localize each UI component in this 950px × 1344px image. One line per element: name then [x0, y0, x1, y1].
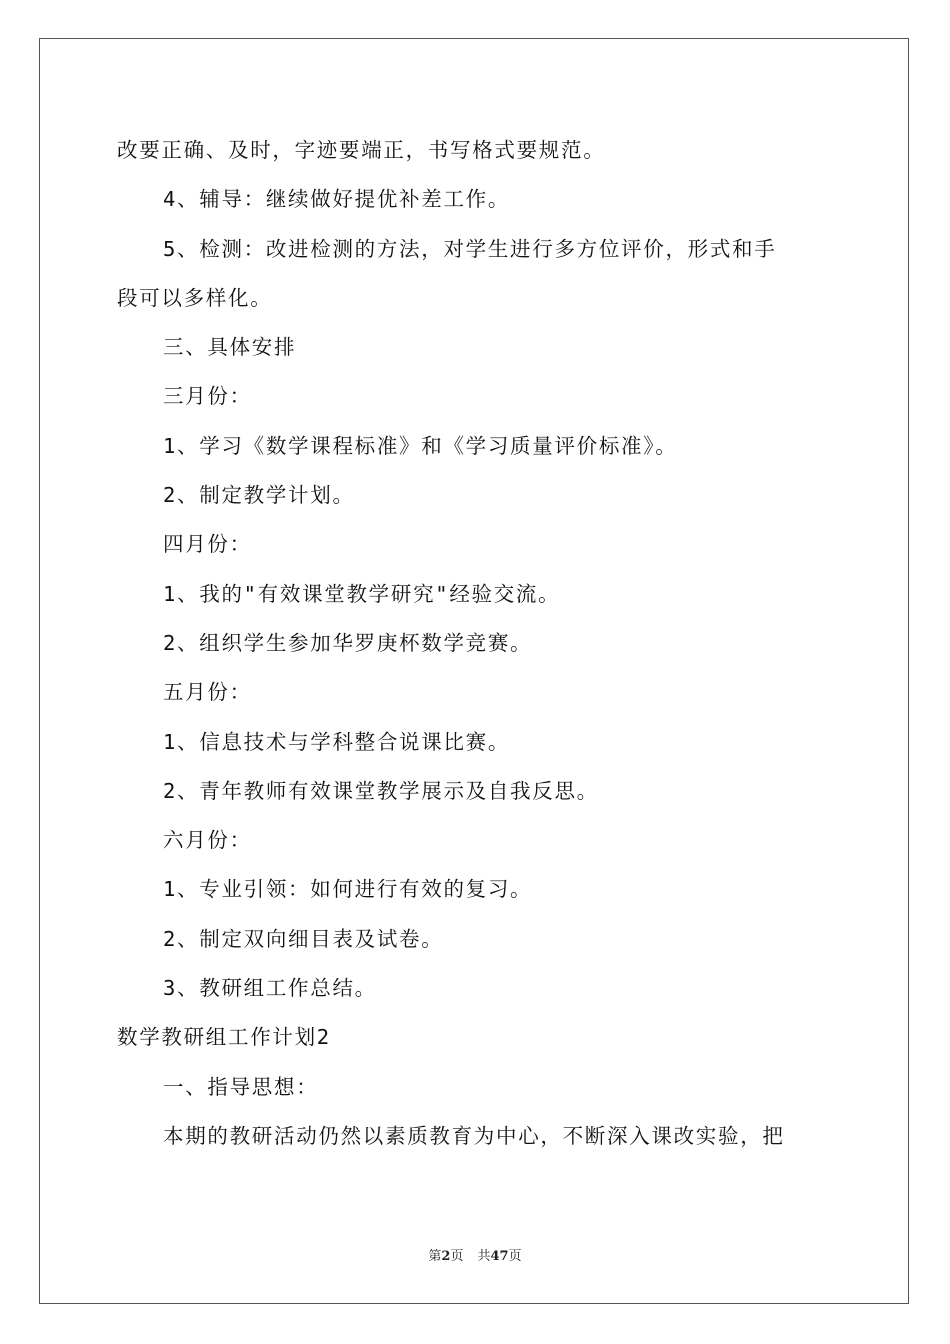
text-line: 段可以多样化。	[117, 285, 273, 310]
month-heading: 三月份：	[163, 384, 252, 409]
month-heading: 五月份：	[163, 680, 252, 705]
text-line: 2、青年教师有效课堂教学展示及自我反思。	[163, 778, 599, 803]
total-suffix: 页	[508, 1249, 522, 1264]
month-heading: 四月份：	[163, 532, 252, 557]
text-line: 3、教研组工作总结。	[163, 976, 377, 1001]
text-line: 5、检测：改进检测的方法，对学生进行多方位评价，形式和手	[163, 236, 777, 261]
page-number: 2	[441, 1249, 451, 1264]
text-line: 2、组织学生参加华罗庚杯数学竞赛。	[163, 630, 533, 655]
text-line: 2、制定双向细目表及试卷。	[163, 926, 444, 951]
document-body	[117, 126, 837, 1161]
page-prefix: 第	[428, 1249, 442, 1264]
total-prefix: 共	[477, 1249, 491, 1264]
text-line: 1、我的"有效课堂教学研究"经验交流。	[163, 581, 561, 606]
text-line: 1、学习《数学课程标准》和《学习质量评价标准》。	[163, 433, 678, 458]
text-line: 1、信息技术与学科整合说课比赛。	[163, 729, 511, 754]
document-title: 数学教研组工作计划2	[117, 1025, 331, 1050]
month-heading: 六月份：	[163, 828, 252, 853]
page-suffix: 页	[450, 1249, 464, 1264]
section-heading: 三、具体安排	[163, 335, 297, 360]
total-pages: 47	[490, 1249, 509, 1264]
section-heading: 一、指导思想：	[163, 1074, 319, 1099]
page-footer	[0, 1245, 950, 1264]
text-line: 4、辅导：继续做好提优补差工作。	[163, 187, 511, 212]
text-line: 2、制定教学计划。	[163, 483, 355, 508]
text-line: 本期的教研活动仍然以素质教育为中心，不断深入课改实验，把	[163, 1123, 785, 1148]
text-line: 1、专业引领：如何进行有效的复习。	[163, 877, 533, 902]
text-line: 改要正确、及时，字迹要端正，书写格式要规范。	[117, 138, 606, 162]
